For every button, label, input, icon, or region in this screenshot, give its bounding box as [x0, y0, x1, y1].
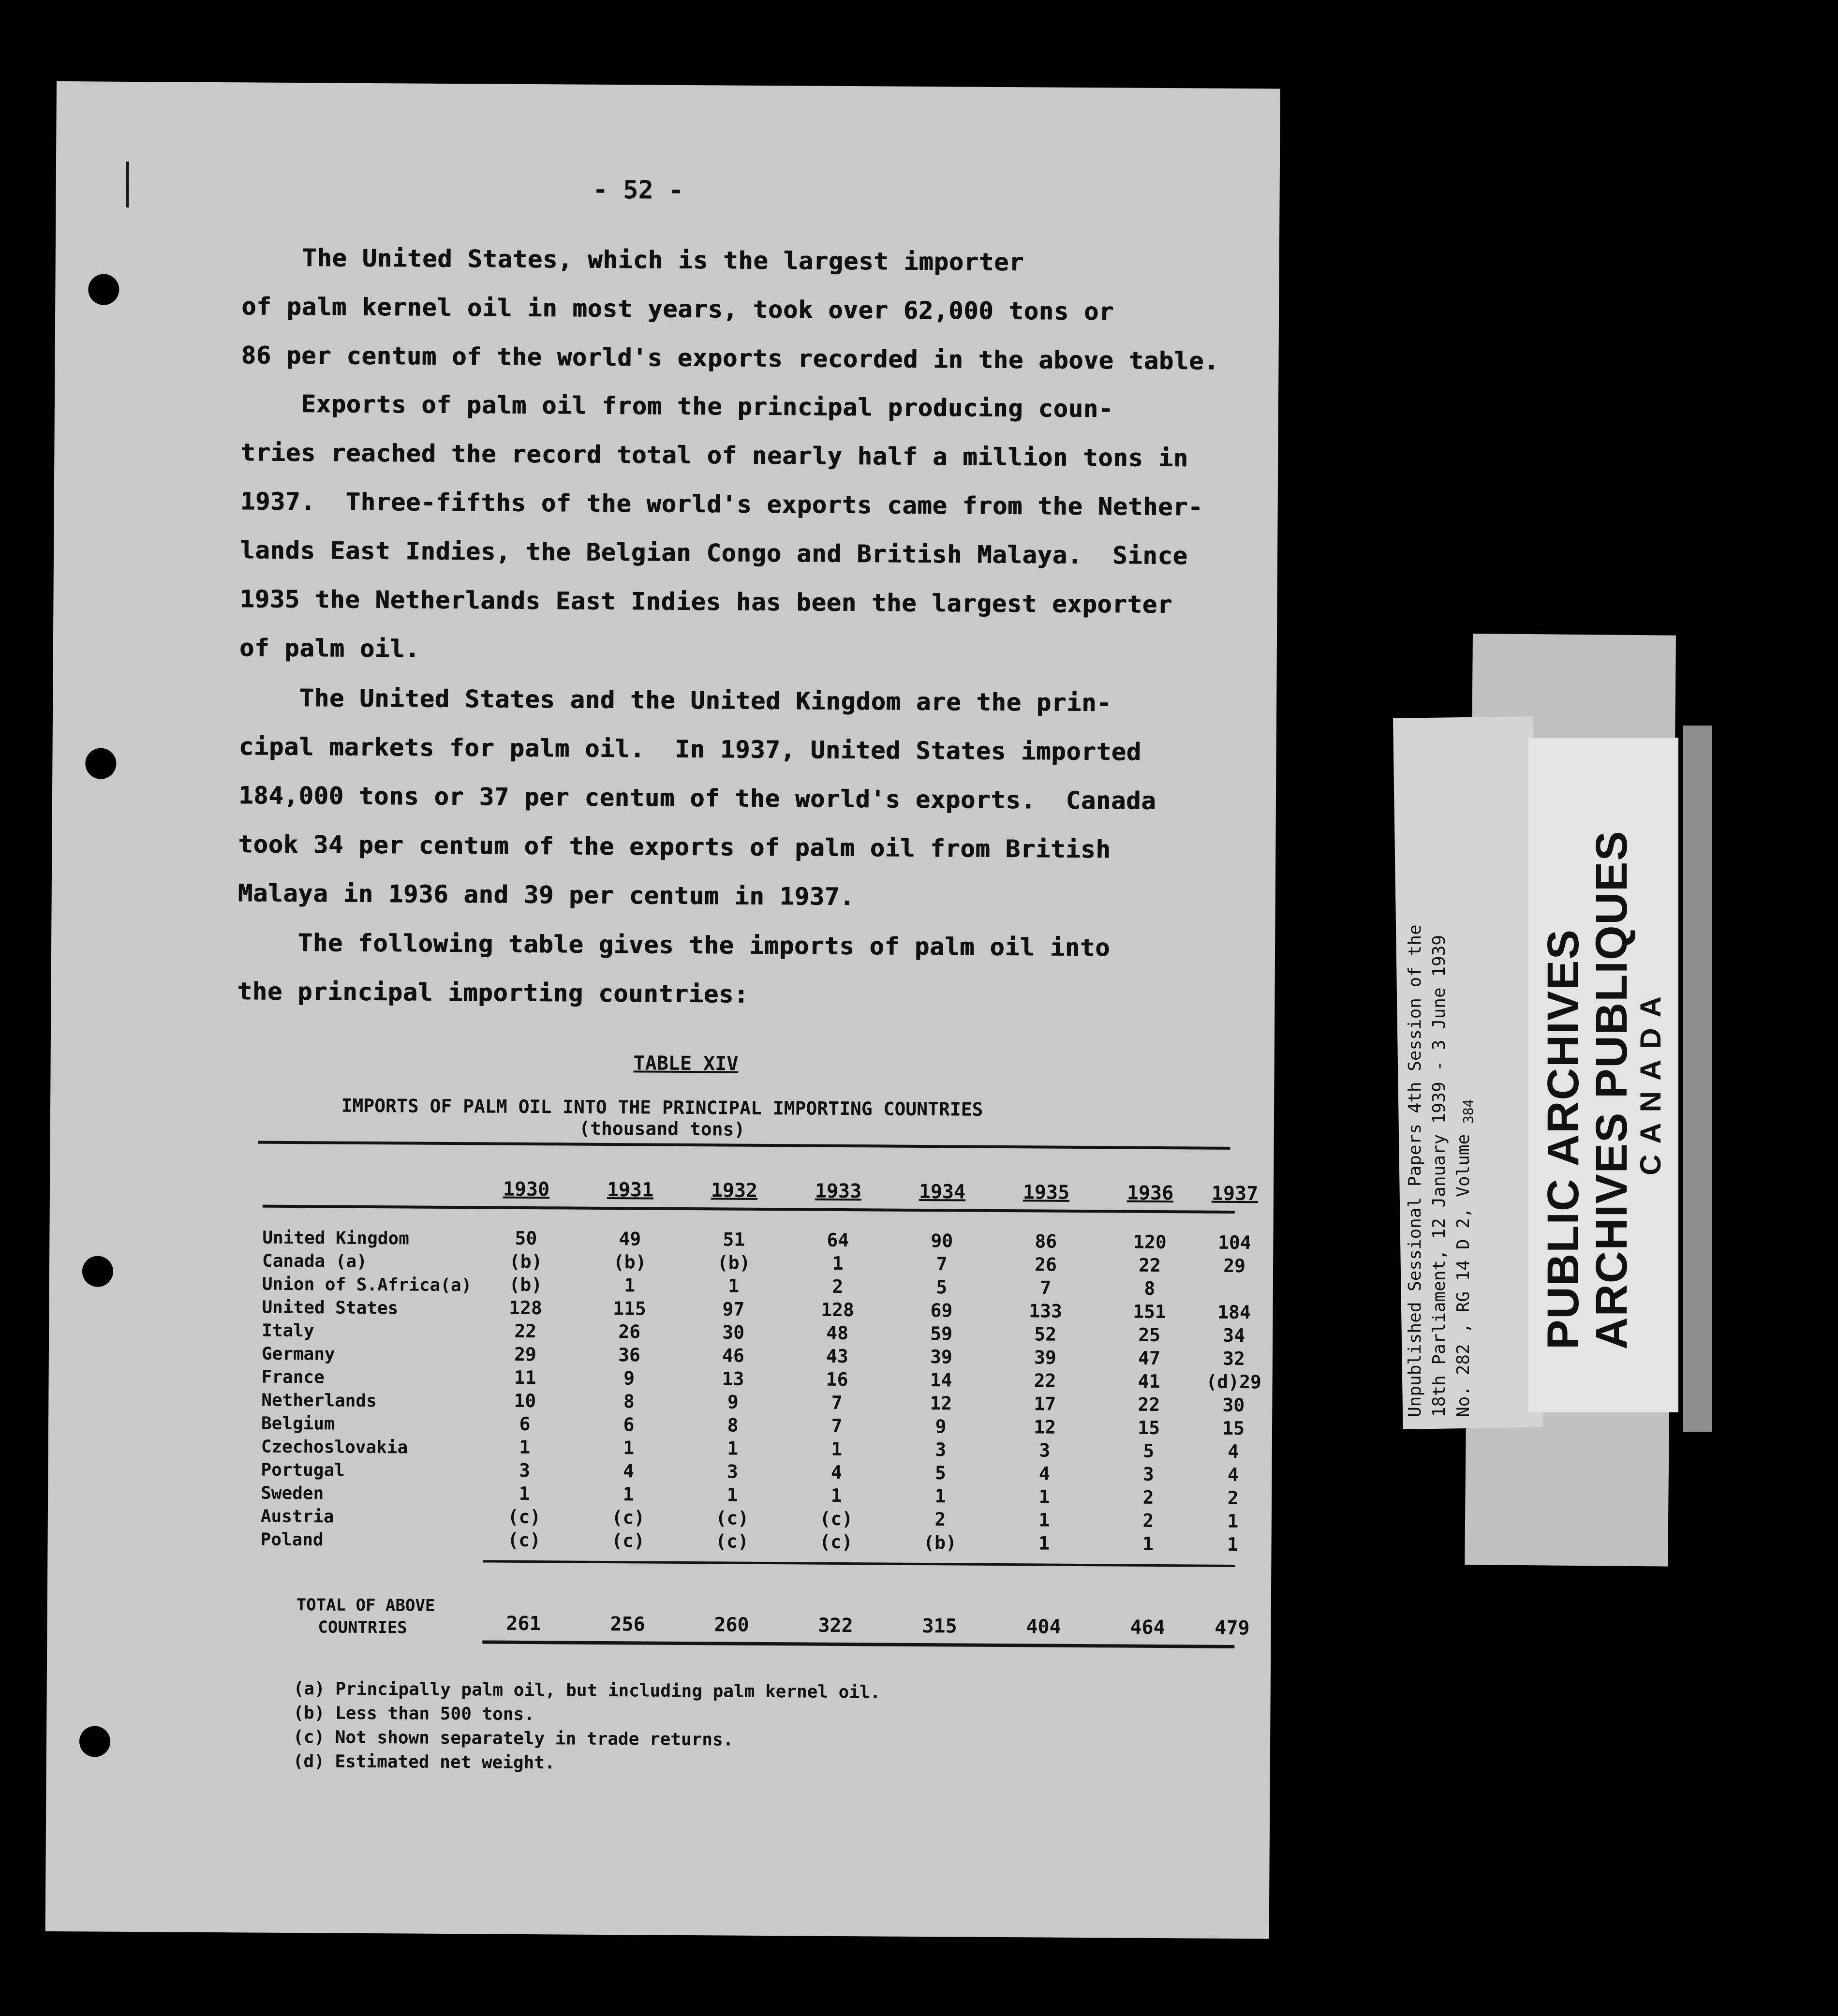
table-cell: 120 [1133, 1231, 1167, 1253]
table-cell: 1 [1142, 1533, 1154, 1555]
table-row-label: Canada (a) [262, 1251, 367, 1272]
document-page [45, 81, 1280, 1939]
table-row-label: Italy [262, 1320, 314, 1341]
archive-reference-line: 18th Parliament, 12 January 1939 - 3 June 1939 [1429, 935, 1449, 1417]
table-cell: 6 [519, 1413, 531, 1435]
table-cell: 39 [1034, 1347, 1056, 1368]
table-cell: 15 [1222, 1417, 1245, 1439]
table-cell: 8 [727, 1414, 739, 1436]
table-cell: (b) [717, 1252, 751, 1274]
table-row-label: Portugal [261, 1460, 345, 1481]
table-caption: IMPORTS OF PALM OIL INTO THE PRINCIPAL IMPORTING COUNTRIES [341, 1095, 983, 1120]
table-cell: 7 [831, 1415, 843, 1437]
total-cell: 256 [610, 1613, 645, 1636]
table-cell: (c) [507, 1529, 541, 1551]
table-cell: 17 [1034, 1393, 1056, 1415]
table-cell: 2 [934, 1509, 946, 1530]
table-row-label: Belgium [261, 1413, 335, 1434]
table-cell: 1 [519, 1482, 530, 1505]
year-header: 1930 [503, 1178, 550, 1201]
table-cell: 9 [727, 1391, 739, 1413]
table-cell: 29 [1223, 1255, 1246, 1277]
table-cell: 10 [514, 1390, 536, 1412]
table-cell: 3 [519, 1459, 531, 1482]
paragraph: The United States, which is the largest importer of palm kernel oil in most years, took over 62,000 tons or 86 per centum of the world's exports recorded in the above table. [241, 243, 1219, 375]
table-row-label: Netherlands [261, 1390, 377, 1411]
table-cell: 52 [1034, 1323, 1057, 1345]
table-cell: (b) [613, 1251, 647, 1273]
total-cell: 404 [1026, 1616, 1061, 1638]
total-label-line: TOTAL OF ABOVE [296, 1595, 435, 1616]
table-cell: 4 [623, 1460, 635, 1482]
table-cell: 3 [1039, 1439, 1051, 1461]
archive-reference-line [1453, 1099, 1476, 1417]
archive-title: PUBLIC ARCHIVES [1539, 929, 1588, 1349]
table-cell: (d)29 [1206, 1371, 1261, 1393]
table-cell: 22 [1138, 1393, 1160, 1415]
table-cell: 2 [1227, 1487, 1239, 1509]
table-cell: 7 [936, 1253, 948, 1275]
table-cell: 8 [623, 1391, 635, 1412]
table-cell: (c) [819, 1508, 853, 1530]
table-cell: 3 [935, 1439, 947, 1461]
table-cell: 9 [623, 1367, 635, 1389]
table-cell: 7 [831, 1392, 843, 1413]
reference-text: No. 282 , RG 14 D 2, Volume [1453, 1124, 1473, 1417]
table-cell: 3 [726, 1461, 739, 1482]
year-header: 1933 [815, 1180, 862, 1203]
table-cell: 1 [728, 1275, 740, 1297]
table-cell: 133 [1029, 1300, 1062, 1322]
table-cell: 1 [1227, 1510, 1239, 1532]
total-label-line: COUNTRIES [318, 1617, 407, 1638]
table-row-label: Austria [260, 1506, 334, 1527]
archive-country: CANADA [1634, 986, 1667, 1175]
table-cell: 4 [1038, 1463, 1051, 1484]
table-row-label: United Kingdom [262, 1228, 409, 1249]
table-cell: (c) [715, 1507, 749, 1529]
total-label [296, 1594, 509, 1640]
table-cell: 41 [1138, 1370, 1160, 1392]
table-cell: 128 [821, 1299, 854, 1321]
year-header: 1932 [711, 1179, 758, 1202]
paragraph: The following table gives the imports of palm oil into the principal importing countries: [237, 928, 1111, 1008]
table-cell: 4 [830, 1461, 843, 1483]
table-cell: 151 [1133, 1301, 1166, 1323]
table-cell: 22 [514, 1320, 537, 1342]
table-header-rule [263, 1205, 1235, 1214]
table-cell: 22 [1034, 1370, 1056, 1392]
table-title: TABLE XIV [633, 1052, 739, 1075]
year-header: 1937 [1211, 1182, 1259, 1205]
page-number: - 52 - [593, 175, 684, 205]
table-row-label: Sweden [261, 1483, 324, 1504]
paragraph: The United States and the United Kingdom are the prin- cipal markets for palm oil. In 1937, United States imported 184,000 tons or 37 per centum of the world's exports. Canada took 34 per centum of the exports of palm oil from British Malaya in 1936 and 39 per centum in 1937. [237, 683, 1156, 911]
archive-subtitle: ARCHIVES PUBLIQUES [1587, 830, 1636, 1349]
year-header: 1934 [919, 1180, 966, 1203]
table-cell: 48 [826, 1322, 849, 1344]
table-row-label: France [261, 1367, 325, 1388]
table-cell: 4 [1228, 1440, 1239, 1462]
table-row-label: Poland [260, 1529, 324, 1550]
table-cell: 97 [722, 1298, 745, 1320]
archive-label-edge [1683, 726, 1712, 1432]
table-cell: 49 [619, 1228, 641, 1250]
table-row-label: United States [262, 1297, 399, 1319]
table-cell: 59 [930, 1323, 953, 1345]
punch-hole [85, 748, 116, 779]
table-cell: 16 [826, 1368, 848, 1391]
table-cell: 46 [722, 1345, 744, 1366]
table-cell: 64 [827, 1229, 849, 1251]
table-cell: 2 [832, 1275, 844, 1297]
table-bottom-rule [482, 1640, 1234, 1648]
table-cell: 90 [931, 1230, 953, 1252]
total-cell: 315 [922, 1615, 957, 1638]
table-cell: 4 [1227, 1464, 1239, 1485]
table-cell: 184 [1217, 1301, 1251, 1323]
year-header: 1931 [607, 1178, 654, 1201]
table-cell: 26 [1035, 1254, 1057, 1275]
table-cell: 3 [1142, 1463, 1155, 1485]
table-cell: 1 [727, 1438, 739, 1459]
table-cell: 128 [509, 1297, 542, 1319]
table-cell: (c) [715, 1530, 749, 1552]
table-cell: 115 [613, 1298, 646, 1319]
table-cell: 8 [1144, 1277, 1156, 1299]
punch-hole [82, 1256, 113, 1287]
total-cell: 322 [818, 1614, 853, 1637]
table-sum-rule [483, 1560, 1235, 1567]
table-cell: 39 [930, 1346, 952, 1368]
table-cell: 2 [1142, 1486, 1154, 1508]
table-cell: 22 [1139, 1254, 1161, 1276]
table-cell: 1 [726, 1484, 738, 1506]
table-cell: 6 [623, 1414, 635, 1436]
total-cell: 261 [506, 1612, 541, 1635]
volume-number: 384 [1460, 1099, 1477, 1124]
table-cell: (c) [611, 1507, 645, 1528]
table-cell: 1 [832, 1252, 844, 1274]
table-cell: 2 [1142, 1510, 1154, 1531]
table-unit: (thousand tons) [579, 1117, 745, 1140]
table-cell: 1 [1038, 1532, 1050, 1554]
table-cell: 5 [934, 1462, 947, 1484]
total-cell: 479 [1215, 1616, 1250, 1640]
footnote: (c) Not shown separately in trade returns. [293, 1727, 734, 1750]
table-cell: (c) [819, 1531, 853, 1553]
margin-mark [126, 162, 129, 208]
paragraph: Exports of palm oil from the principal producing coun- tries reached the record total of nearly half a million tons in 1937. Three-fifths of the world's exports came from the Nether- lands East Indies, the Belgian Congo and British Malaya. Since 1935 the Netherlands East Indies has been the largest exporter of palm oil. [239, 389, 1203, 663]
table-cell: 1 [1227, 1533, 1239, 1555]
table-cell: (b) [509, 1274, 543, 1296]
table-cell: 1 [934, 1485, 946, 1507]
table-cell: 1 [831, 1438, 843, 1460]
table-cell: 36 [618, 1344, 640, 1366]
table-cell: 25 [1138, 1324, 1161, 1346]
table-cell: 12 [930, 1393, 952, 1414]
table-cell: 29 [514, 1343, 536, 1365]
table-cell: 14 [930, 1369, 952, 1391]
table-cell: 34 [1223, 1324, 1245, 1347]
table-cell: 30 [722, 1321, 745, 1343]
footnote: (a) Principally palm oil, but including palm kernel oil. [293, 1679, 881, 1703]
year-header: 1935 [1023, 1181, 1070, 1204]
table-cell: 47 [1138, 1347, 1160, 1369]
table-row-label: Union of S.Africa(a) [262, 1274, 472, 1296]
table-cell: 1 [1038, 1486, 1050, 1508]
table-cell: 5 [1143, 1440, 1155, 1462]
table-top-rule [258, 1141, 1230, 1150]
punch-hole [88, 274, 119, 305]
table-cell: 43 [826, 1345, 848, 1367]
table-cell: 51 [723, 1229, 745, 1250]
table-cell: (b) [923, 1532, 957, 1554]
table-cell: 30 [1222, 1394, 1245, 1416]
table-cell: 1 [624, 1275, 636, 1296]
table-cell: 1 [519, 1436, 531, 1458]
table-cell: 1 [830, 1484, 842, 1506]
archive-reference-line: Unpublished Sessional Papers 4th Session of the [1405, 924, 1425, 1417]
table-cell: 69 [930, 1300, 953, 1321]
table-cell: 13 [722, 1368, 744, 1390]
table-cell: (c) [611, 1530, 645, 1552]
table-cell: 5 [936, 1276, 948, 1298]
table-cell: (c) [507, 1506, 541, 1528]
table-cell: 9 [935, 1416, 947, 1438]
total-cell: 260 [714, 1614, 749, 1636]
table-cell: 104 [1217, 1231, 1251, 1254]
footnote: (b) Less than 500 tons. [293, 1703, 535, 1725]
table-cell: 26 [618, 1321, 641, 1343]
table-cell: 32 [1222, 1348, 1245, 1370]
table-cell: 15 [1138, 1417, 1160, 1438]
punch-hole [79, 1726, 110, 1757]
year-header: 1936 [1127, 1182, 1174, 1205]
table-cell: 86 [1035, 1230, 1057, 1252]
table-cell: (b) [509, 1250, 543, 1273]
table-cell: 1 [623, 1437, 635, 1459]
table-row-label: Germany [261, 1344, 335, 1364]
table-cell: 12 [1034, 1416, 1056, 1438]
table-cell: 1 [623, 1483, 634, 1505]
table-row-label: Czechoslovakia [261, 1437, 408, 1458]
table-cell: 50 [515, 1227, 537, 1249]
table-cell: 11 [514, 1366, 536, 1389]
footnote: (d) Estimated net weight. [293, 1751, 555, 1773]
table-cell: 1 [1038, 1509, 1050, 1531]
total-cell: 464 [1130, 1616, 1165, 1639]
table-cell: 7 [1040, 1277, 1052, 1299]
